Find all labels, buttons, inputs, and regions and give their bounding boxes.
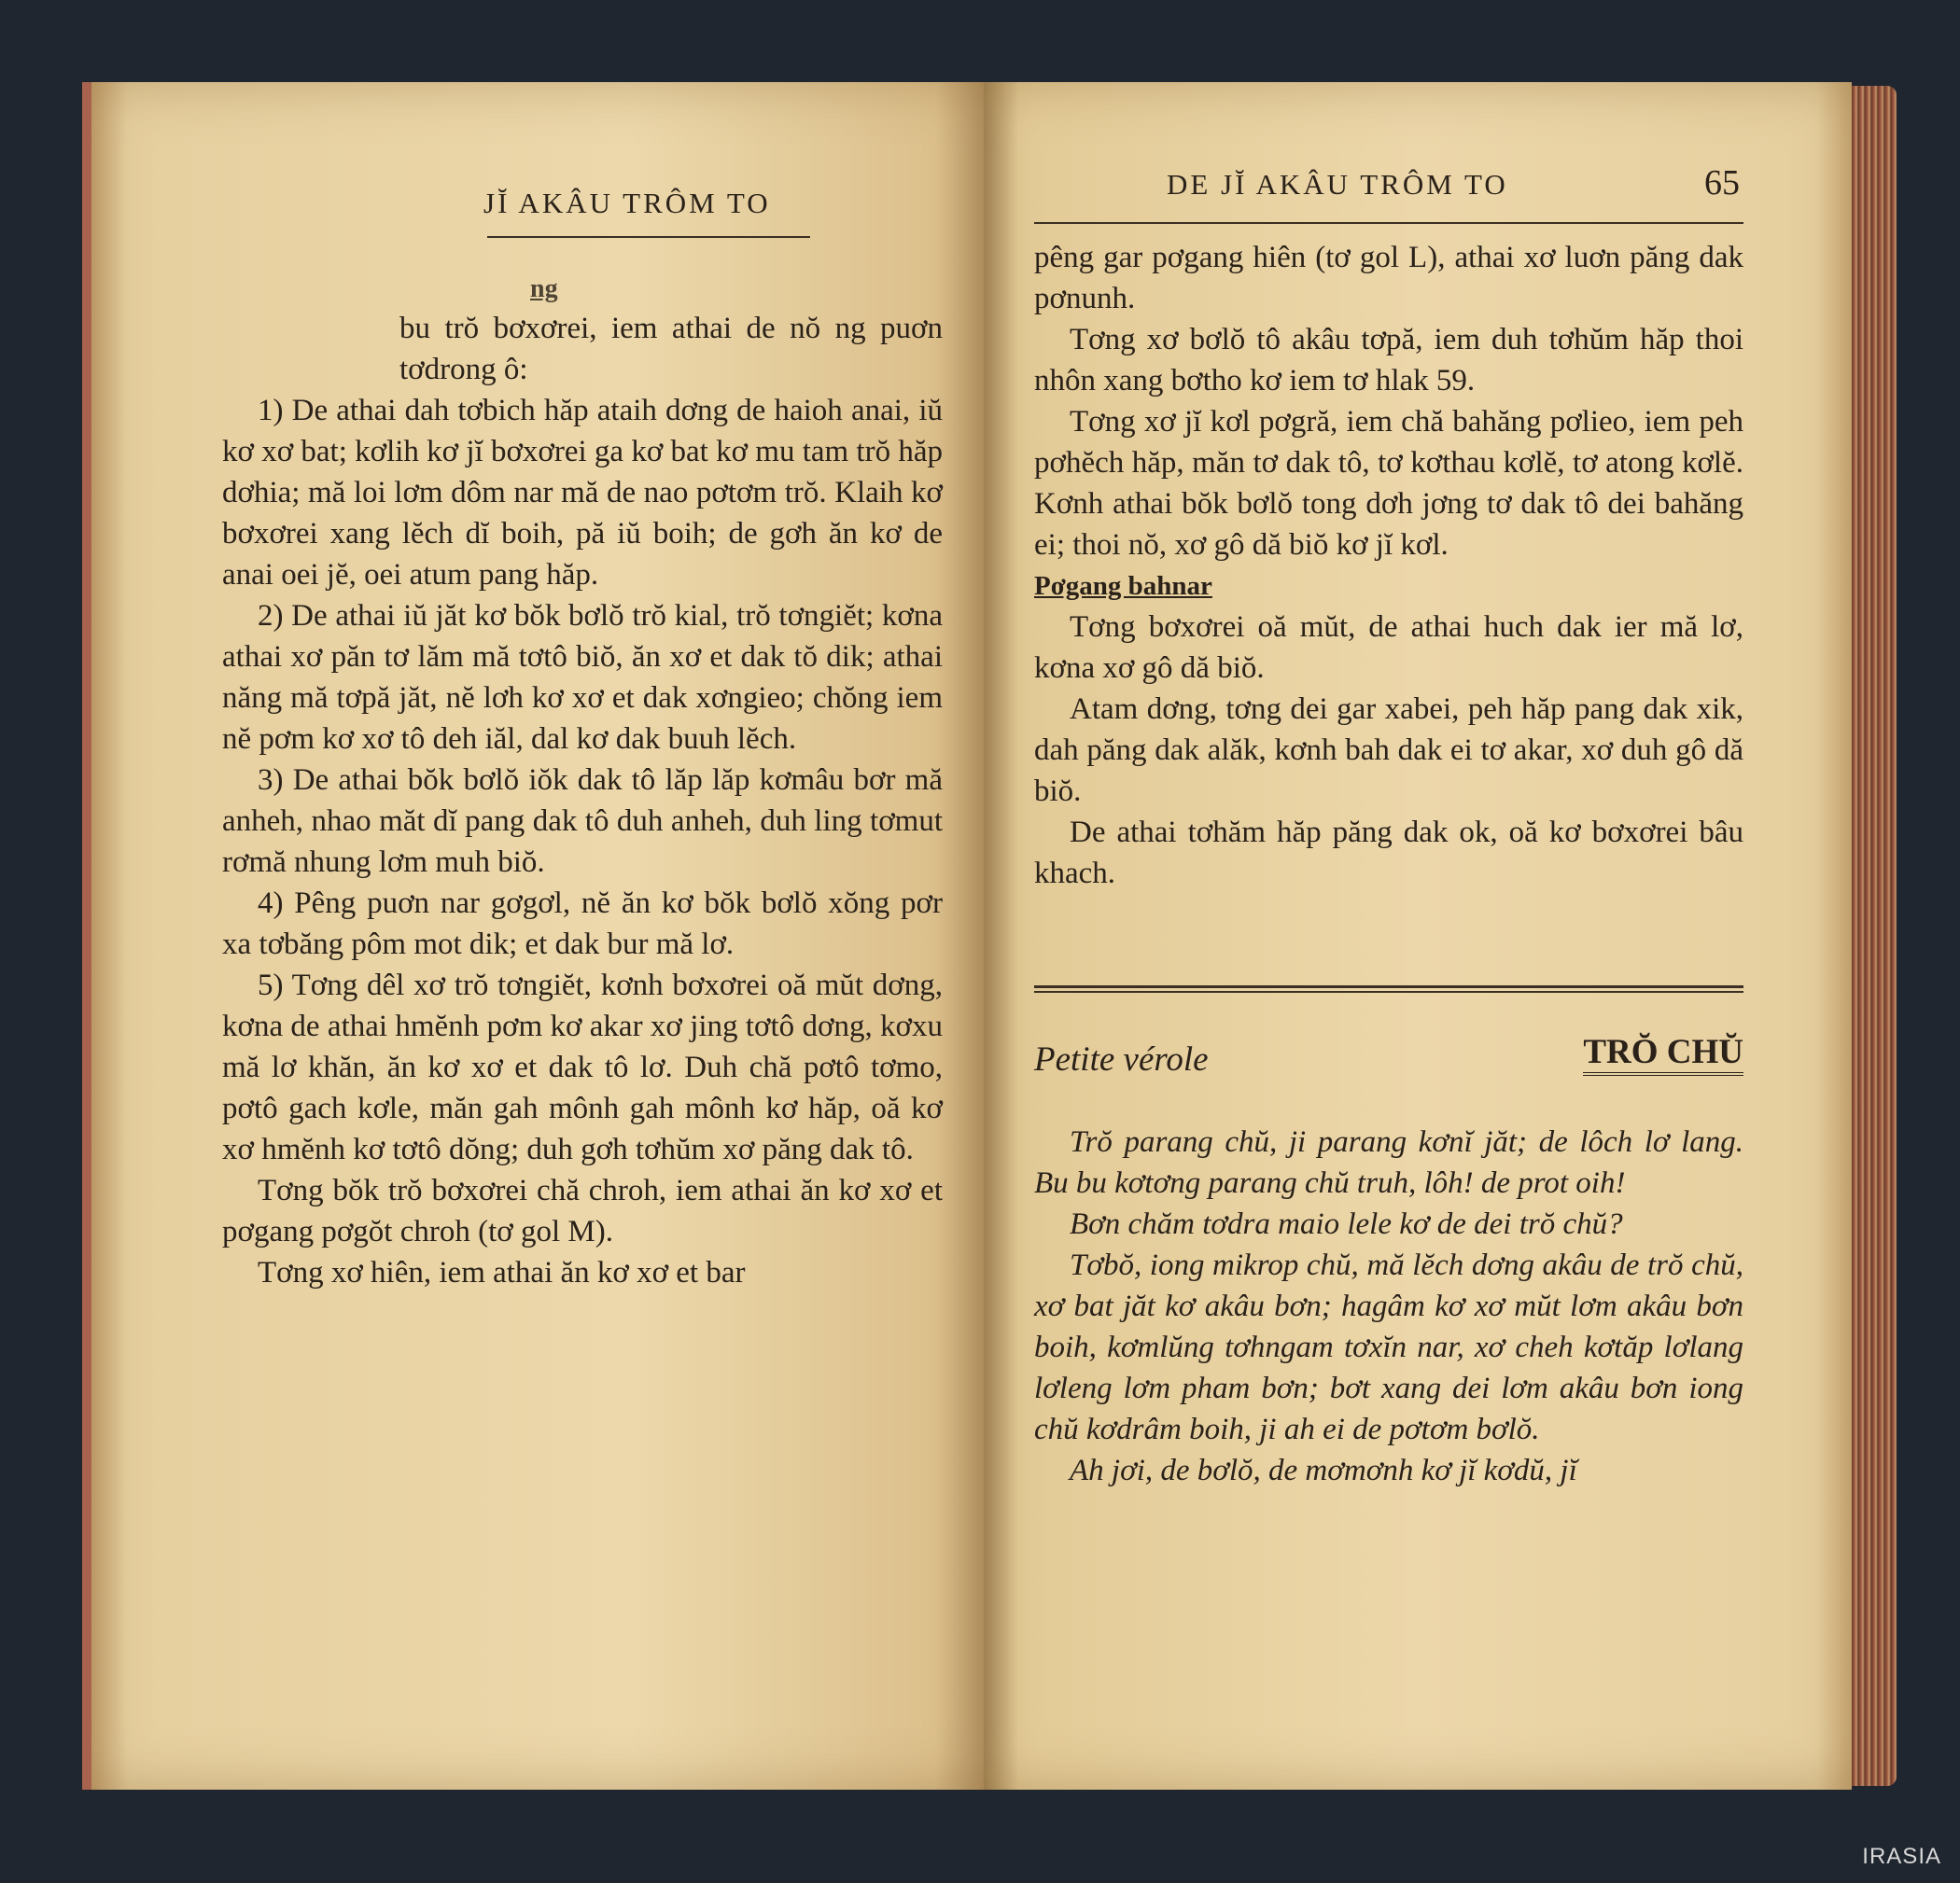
italic-paragraph-2: Tơbŏ, iong mikrop chŭ, mă lĕch dơng akâu de trŏ chŭ, xơ bat jăt kơ akâu bơn; hagâm kơ xơ mŭt lơm akâu bơn boih, kơmlŭng tơhngam tơxĭn nar, xơ cheh kơtăp lơlang lơleng lơm pham bơn; bơt xang dei lơm akâu bơn iong chŭ kơdrâm boih, ji ah ei de pơtơm bơlŏ. (1034, 1248, 1743, 1446)
watermark: IRASIA (1862, 1844, 1941, 1869)
right-paragraph-4: Atam dơng, tơng dei gar xabei, peh hăp pang dak xik, dah păng dak alăk, kơnh bah dak ei tơ akar, xơ duh gô dă biŏ. (1034, 692, 1743, 808)
right-italic-text (1034, 1122, 1743, 1491)
italic-paragraph-1: Bơn chăm tơdra maio lele kơ de dei trŏ chŭ? (1070, 1207, 1623, 1241)
left-paragraph-7: Tơng xơ hiên, iem athai ăn kơ xơ et bar (258, 1256, 746, 1290)
left-paragraph-4: 4) Pêng puơn nar gơgơl, nĕ ăn kơ bŏk bơlŏ xŏng pơr xa tơbăng pôm mot dik; et dak bur mă lơ. (222, 886, 943, 961)
page-edges (1852, 86, 1897, 1786)
right-subheading: Pơgang bahnar (1034, 571, 1212, 601)
right-paragraph-1: Tơng xơ bơlŏ tô akâu tơpă, iem duh tơhŭm hăp thoi nhôn xang bơtho kơ iem tơ hlak 59. (1034, 323, 1743, 398)
right-page (984, 82, 1852, 1790)
right-paragraph-0: pêng gar pơgang hiên (tơ gol L), athai xơ luơn păng dak pơnunh. (1034, 241, 1743, 315)
left-paragraph-1: 1) De athai dah tơbich hăp ataih dơng de haioh anai, iŭ kơ xơ bat; kơlih kơ jĭ bơxơrei ga kơ bat kơ mu tam trŏ hăp dơhia; mă loi lơm dôm nar mă de nao pơtơm trŏ. Klaih kơ bơxơrei xang lĕch dĭ boih, pă iŭ boih; de gơh ăn kơ de anai oei jĕ, oei atum pang hăp. (222, 394, 943, 592)
left-running-head: JĬ AKÂU TRÔM TO (483, 187, 771, 219)
left-paragraph-0: bu trŏ bơxơrei, iem athai de nŏ ng puơn tơdrong ô: (399, 312, 943, 386)
right-paragraph-5: De athai tơhăm hăp păng dak ok, oă kơ bơxơrei bâu khach. (1034, 816, 1743, 890)
section-title-french: Petite vérole (1034, 1040, 1209, 1079)
left-subheading: ng (530, 274, 558, 303)
page-number: 65 (1704, 163, 1740, 202)
left-head-rule (487, 236, 810, 238)
section-divider (1034, 985, 1743, 993)
right-body-text (1034, 237, 1743, 894)
open-book (82, 82, 1904, 1790)
left-paragraph-6: Tơng bŏk trŏ bơxơrei chă chroh, iem athai ăn kơ xơ et pơgang pơgŏt chroh (tơ gol M). (222, 1174, 943, 1248)
right-running-head: DE JĬ AKÂU TRÔM TO (1167, 168, 1508, 201)
left-paragraph-5: 5) Tơng dêl xơ trŏ tơngiĕt, kơnh bơxơrei oă mŭt dơng, kơna de athai hmĕnh pơm kơ akar xơ jing tơtô dơng, kơxu mă lơ khăn, ăn kơ xơ et dak tô lơ. Duh chă pơtô tơmo, pơtô gach kơle, măn gah mônh gah mônh kơ hăp, oă kơ xơ hmĕnh kơ tơtô dŏng; duh gơh tơhŭm xơ păng dak tô. (222, 969, 943, 1166)
italic-paragraph-3: Ah jơi, de bơlŏ, de mơmơnh kơ jĭ kơdŭ, jĭ (1070, 1454, 1577, 1487)
section-title-bahnar: TRŎ CHŬ (1583, 1032, 1743, 1076)
left-paragraph-3: 3) De athai bŏk bơlŏ iŏk dak tô lăp lăp kơmâu bơr mă anheh, nhao măt dĭ pang dak tô duh anheh, duh ling tơmut rơmă nhung lơm muh biŏ. (222, 763, 943, 879)
left-page (82, 82, 989, 1790)
right-paragraph-2: Tơng xơ jĭ kơl pơgră, iem chă bahăng pơlieo, iem peh pơhĕch hăp, măn tơ dak tô, tơ kơthau kơlĕ, tơ atong kơlĕ. Kơnh athai bŏk bơlŏ tong dơh jơng tơ dak tô dei bahăng ei; thoi nŏ, xơ gô dă biŏ kơ jĭ kơl. (1034, 405, 1743, 562)
left-body-text (222, 271, 943, 1293)
left-paragraph-2: 2) De athai iŭ jăt kơ bŏk bơlŏ trŏ kial, trŏ tơngiĕt; kơna athai xơ păn tơ lăm mă tơtô biŏ, ăn xơ et dak tŏ dik; athai năng mă tơpă jăt, nĕ lơh kơ xơ et dak xơngieo; chŏng iem nĕ pơm kơ xơ tô deh iăl, dal kơ dak buuh lĕch. (222, 599, 943, 756)
right-paragraph-3: Tơng bơxơrei oă mŭt, de athai huch dak ier mă lơ, kơna xơ gô dă biŏ. (1034, 610, 1743, 685)
right-head-rule (1034, 222, 1743, 224)
italic-paragraph-0: Trŏ parang chŭ, ji parang kơnĭ jăt; de lôch lơ lang. Bu bu kơtơng parang chŭ truh, lôh! de prot oih! (1034, 1125, 1743, 1200)
